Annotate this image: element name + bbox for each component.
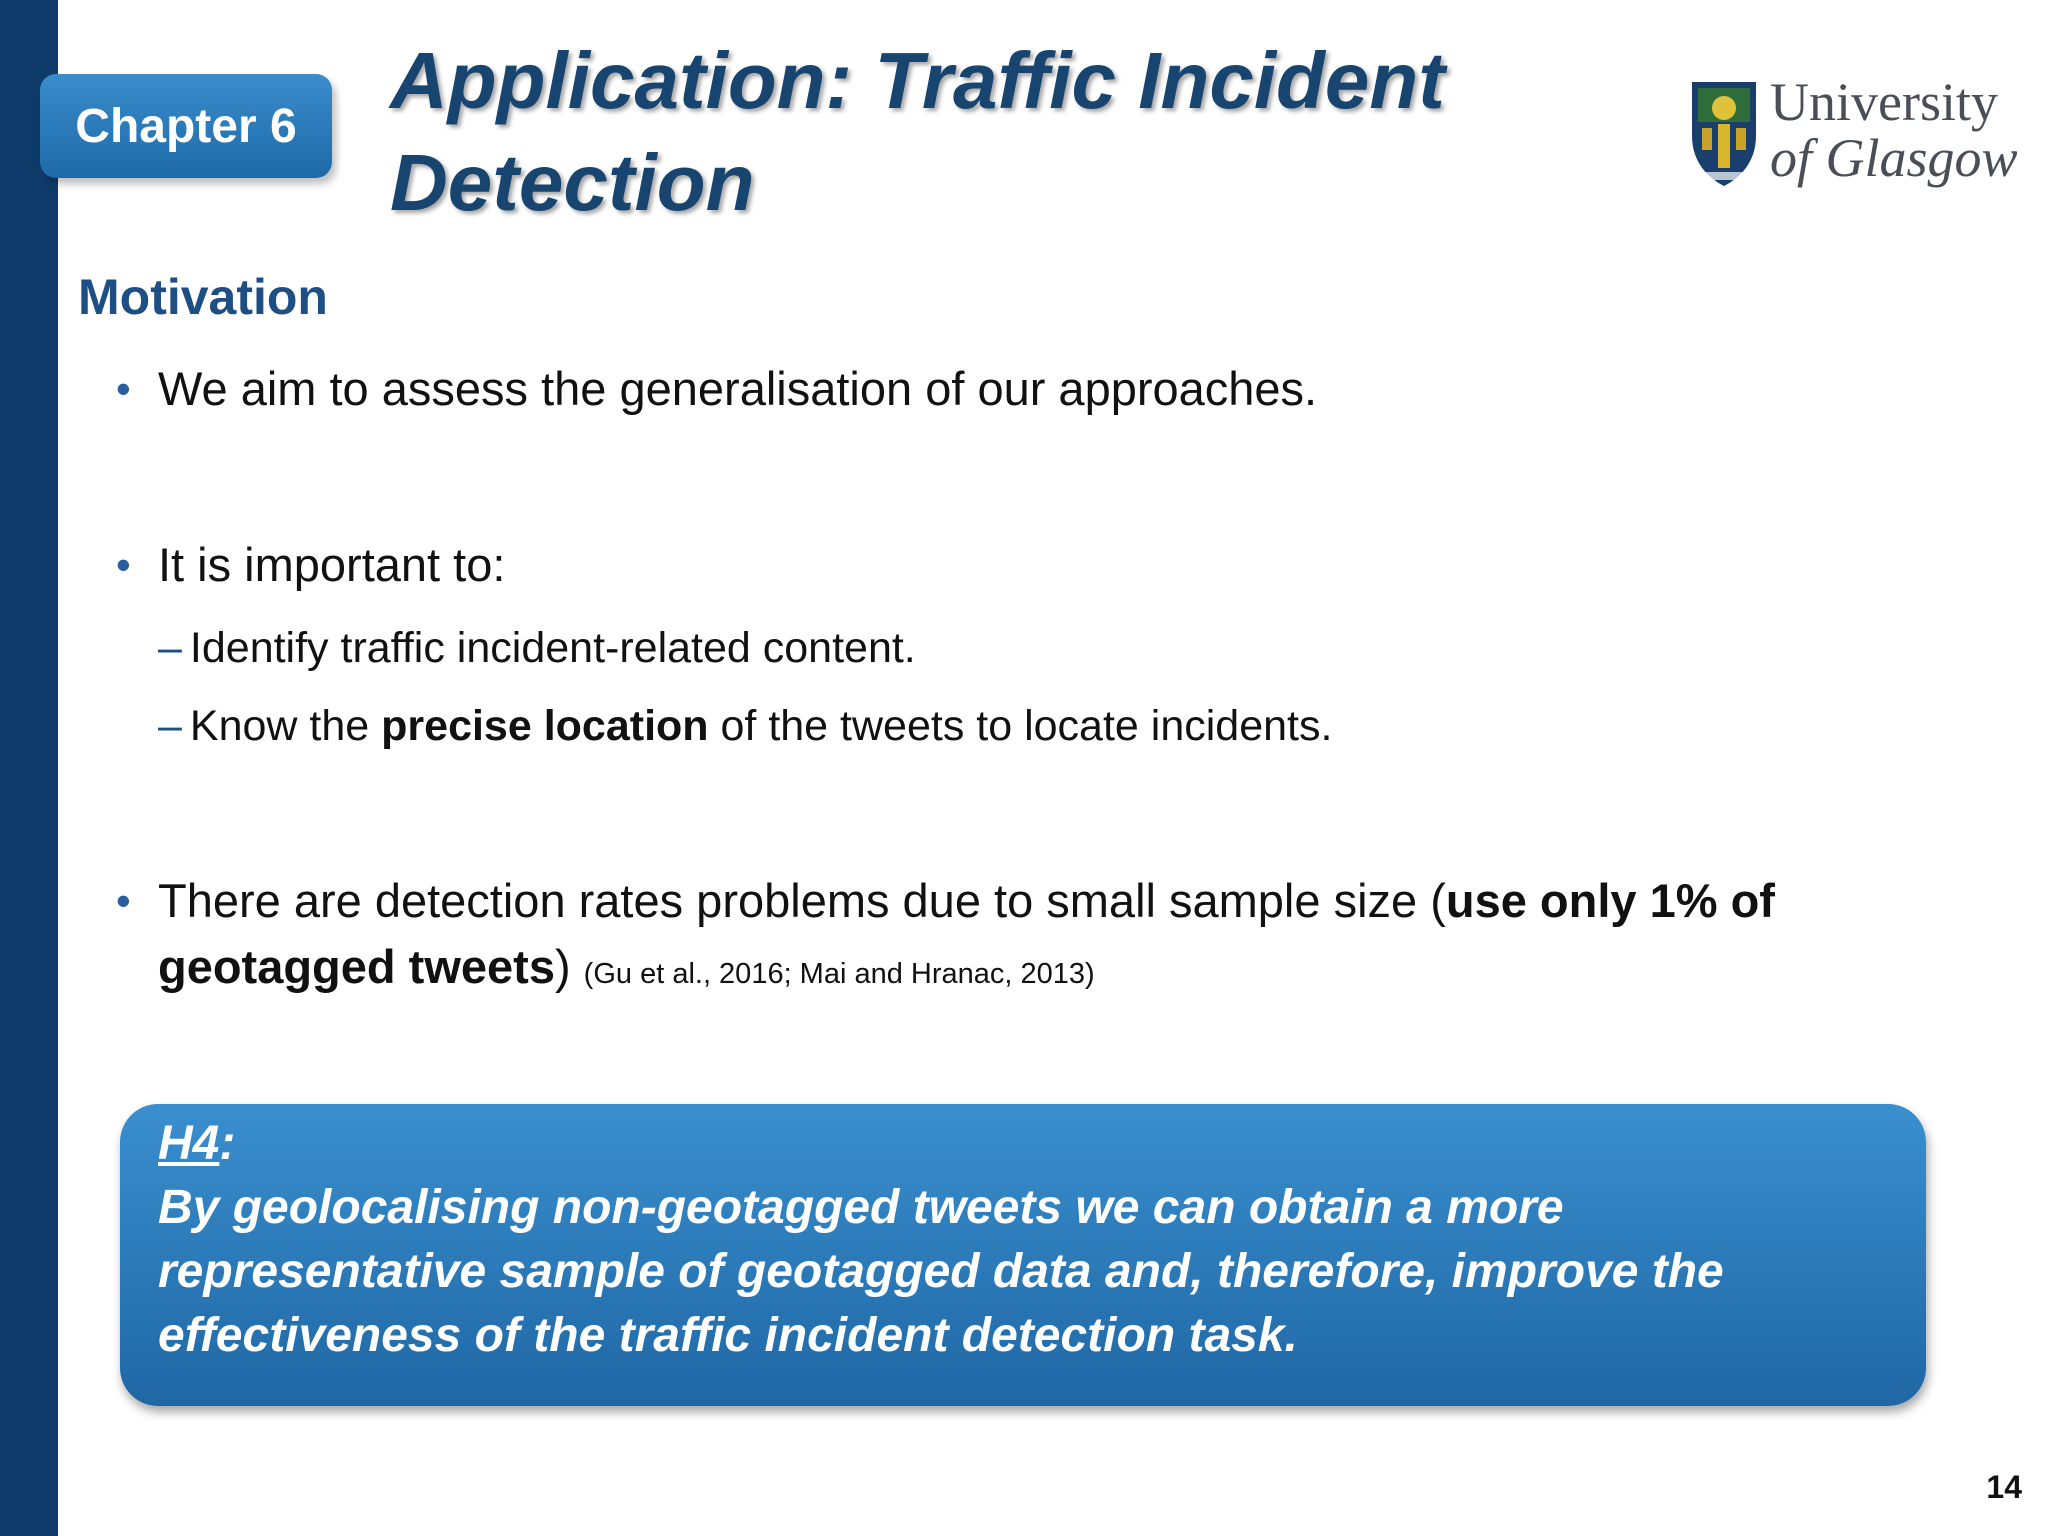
slide-title: Application: Traffic Incident Detection: [390, 36, 1445, 227]
sub-bullet-text-pre: Know the: [189, 702, 382, 750]
bullet-icon: •: [116, 541, 131, 588]
sub-bullet-text-post: of the tweets to locate incidents.: [708, 702, 1333, 750]
bullet-text-pre: There are detection rates problems due to small sample size (: [158, 874, 1446, 927]
logo-wordmark: [1770, 74, 2018, 186]
logo-line-1: University: [1770, 72, 1998, 132]
bullet-text: We aim to assess the generalisation of our approaches.: [158, 362, 1318, 415]
dash-icon: –: [158, 702, 182, 750]
side-bar: [0, 0, 58, 1536]
bullet-item: [116, 356, 1317, 422]
bullet-text: [158, 868, 1976, 1007]
section-heading: Motivation: [78, 269, 328, 325]
sub-bullet-emphasis: precise location: [381, 702, 709, 750]
bullet-icon: •: [116, 877, 131, 924]
bullet-emphasis: use only 1% of geotagged tweets: [158, 874, 1775, 993]
hypothesis-label: [158, 1112, 235, 1176]
bullet-icon: •: [116, 365, 131, 412]
bullet-item: [116, 532, 505, 598]
citation: (Gu et al., 2016; Mai and Hranac, 2013): [583, 958, 1095, 990]
sub-bullet-item: [158, 618, 916, 678]
sub-bullet-text: Identify traffic incident-related content.: [189, 624, 916, 672]
bullet-text-post: ): [554, 940, 571, 993]
bullet-text: It is important to:: [158, 538, 506, 591]
hypothesis-text: By geolocalising non-geotagged tweets we can obtain a more representative sample of geotagged data and, therefore, improve the effectiveness of the traffic incident detection task.: [158, 1181, 1724, 1362]
hypothesis-colon: :: [219, 1117, 236, 1170]
bullet-item: [116, 868, 1976, 1007]
hypothesis-box: [120, 1104, 1926, 1406]
university-logo: [1688, 74, 2024, 194]
logo-line-2: of Glasgow: [1770, 128, 2018, 188]
chapter-badge: Chapter 6: [40, 74, 332, 178]
sub-bullet-item: [158, 696, 1332, 756]
university-crest-icon: [1688, 78, 1760, 190]
hypothesis-id: H4: [158, 1117, 220, 1170]
page-number: 14: [1986, 1469, 2022, 1505]
dash-icon: –: [158, 624, 182, 672]
